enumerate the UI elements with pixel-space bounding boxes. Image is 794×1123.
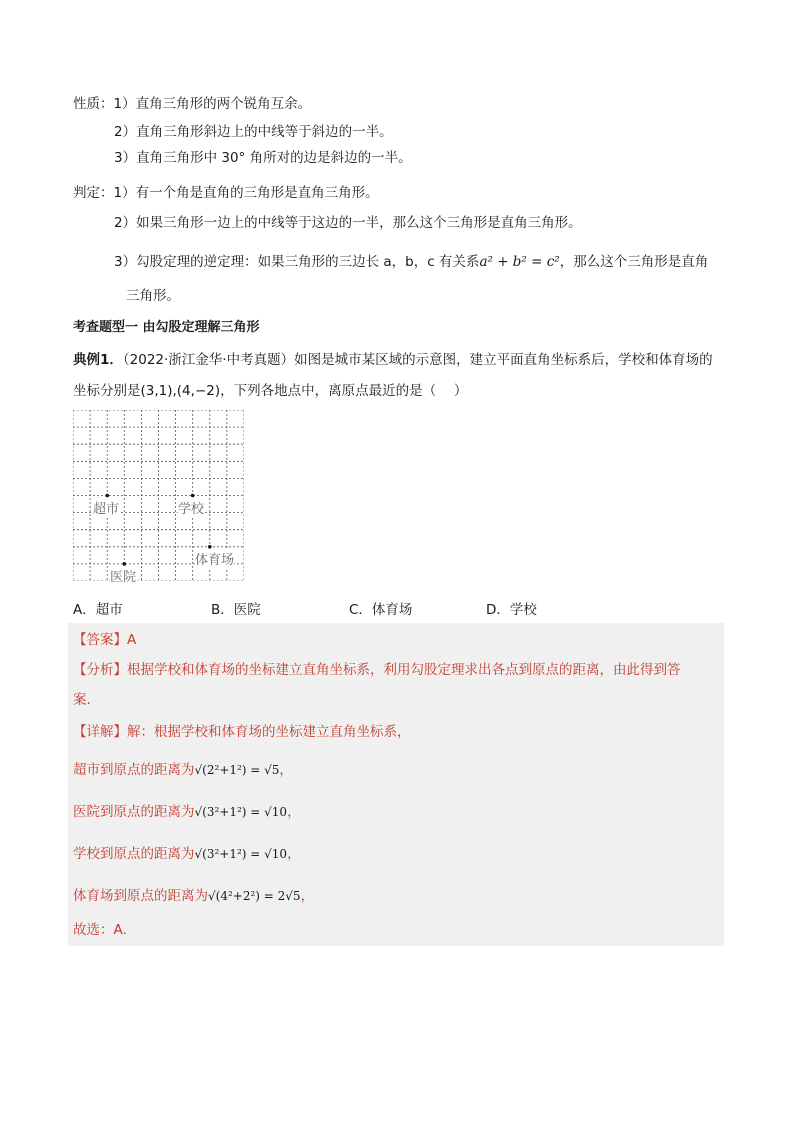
analysis-tag: 【分析】 — [73, 662, 127, 678]
pythagorean-formula: a² + b² = c² — [479, 254, 560, 270]
distance-school-math: √(3²+1²) = √10 — [194, 847, 288, 861]
distance-hospital-text: 医院到原点的距离为 — [73, 804, 195, 820]
option-d: D．学校 — [486, 602, 537, 618]
judgement-3-text-a: 3）勾股定理的逆定理：如果三角形的三边长 a，b，c 有关系 — [114, 254, 480, 270]
judgement-3-text-b: ，那么这个三角形是直角 — [559, 254, 709, 270]
supermarket-point — [105, 494, 109, 498]
distance-supermarket-math: √(2²+1²) = √5 — [194, 763, 280, 777]
judgement-3 — [114, 252, 708, 272]
example-text-2: 坐标分别是(3,1),(4,−2)，下列各地点中，离原点最近的是（ ） — [73, 383, 468, 399]
judgement-1: 判定：1）有一个角是直角的三角形是直角三角形。 — [73, 185, 379, 201]
distance-stadium-math: √(4²+2²) = 2√5 — [208, 889, 301, 903]
analysis-line-1 — [73, 660, 681, 680]
distance-hospital-math: √(3²+1²) = √10 — [194, 805, 288, 819]
city-grid-figure — [73, 410, 244, 585]
hospital-label: 医院 — [110, 566, 136, 585]
example-text-1 — [73, 350, 713, 370]
distance-stadium-text: 体育场到原点的距离为 — [73, 888, 208, 904]
detail-line — [73, 722, 411, 742]
distance-hospital: 医院到原点的距离为√(3²+1²) = √10， — [73, 804, 301, 820]
option-c: C．体育场 — [349, 602, 413, 618]
stadium-label: 体育场 — [195, 549, 234, 568]
analysis-text-1: 根据学校和体育场的坐标建立直角坐标系，利用勾股定理求出各点到原点的距离，由此得到答 — [127, 662, 681, 678]
option-b: B．医院 — [211, 602, 261, 618]
school-point — [191, 494, 195, 498]
property-3: 3）直角三角形中 30° 角所对的边是斜边的一半。 — [114, 150, 412, 166]
supermarket-label: 超市 — [93, 498, 119, 517]
choose-line: 故选：A. — [73, 922, 127, 938]
option-a: A．超市 — [73, 602, 123, 618]
answer-tag: 【答案】 — [73, 632, 127, 648]
property-1: 性质：1）直角三角形的两个锐角互余。 — [73, 96, 312, 112]
judgement-2: 2）如果三角形一边上的中线等于这边的一半，那么这个三角形是直角三角形。 — [114, 215, 582, 231]
answer-value: A — [127, 632, 137, 648]
school-label: 学校 — [178, 498, 204, 517]
example-question-1: （2022·浙江金华·中考真题）如图是城市某区域的示意图，建立平面直角坐标系后，学校和体育场的 — [122, 352, 713, 368]
judgement-3-cont: 三角形。 — [126, 288, 180, 304]
distance-supermarket: 超市到原点的距离为√(2²+1²) = √5， — [73, 762, 293, 778]
distance-school-text: 学校到原点的距离为 — [73, 846, 195, 862]
distance-school: 学校到原点的距离为√(3²+1²) = √10， — [73, 846, 301, 862]
property-2: 2）直角三角形斜边上的中线等于斜边的一半。 — [114, 124, 393, 140]
analysis-text-2: 案. — [73, 692, 91, 708]
distance-supermarket-text: 超市到原点的距离为 — [73, 762, 195, 778]
detail-text: 解：根据学校和体育场的坐标建立直角坐标系， — [127, 724, 411, 740]
detail-tag: 【详解】 — [73, 724, 127, 740]
distance-stadium: 体育场到原点的距离为√(4²+2²) = 2√5， — [73, 888, 315, 904]
answer-line — [73, 630, 136, 650]
example-label: 典例1． — [73, 352, 123, 368]
section-title: 考查题型一 由勾股定理解三角形 — [73, 320, 260, 335]
